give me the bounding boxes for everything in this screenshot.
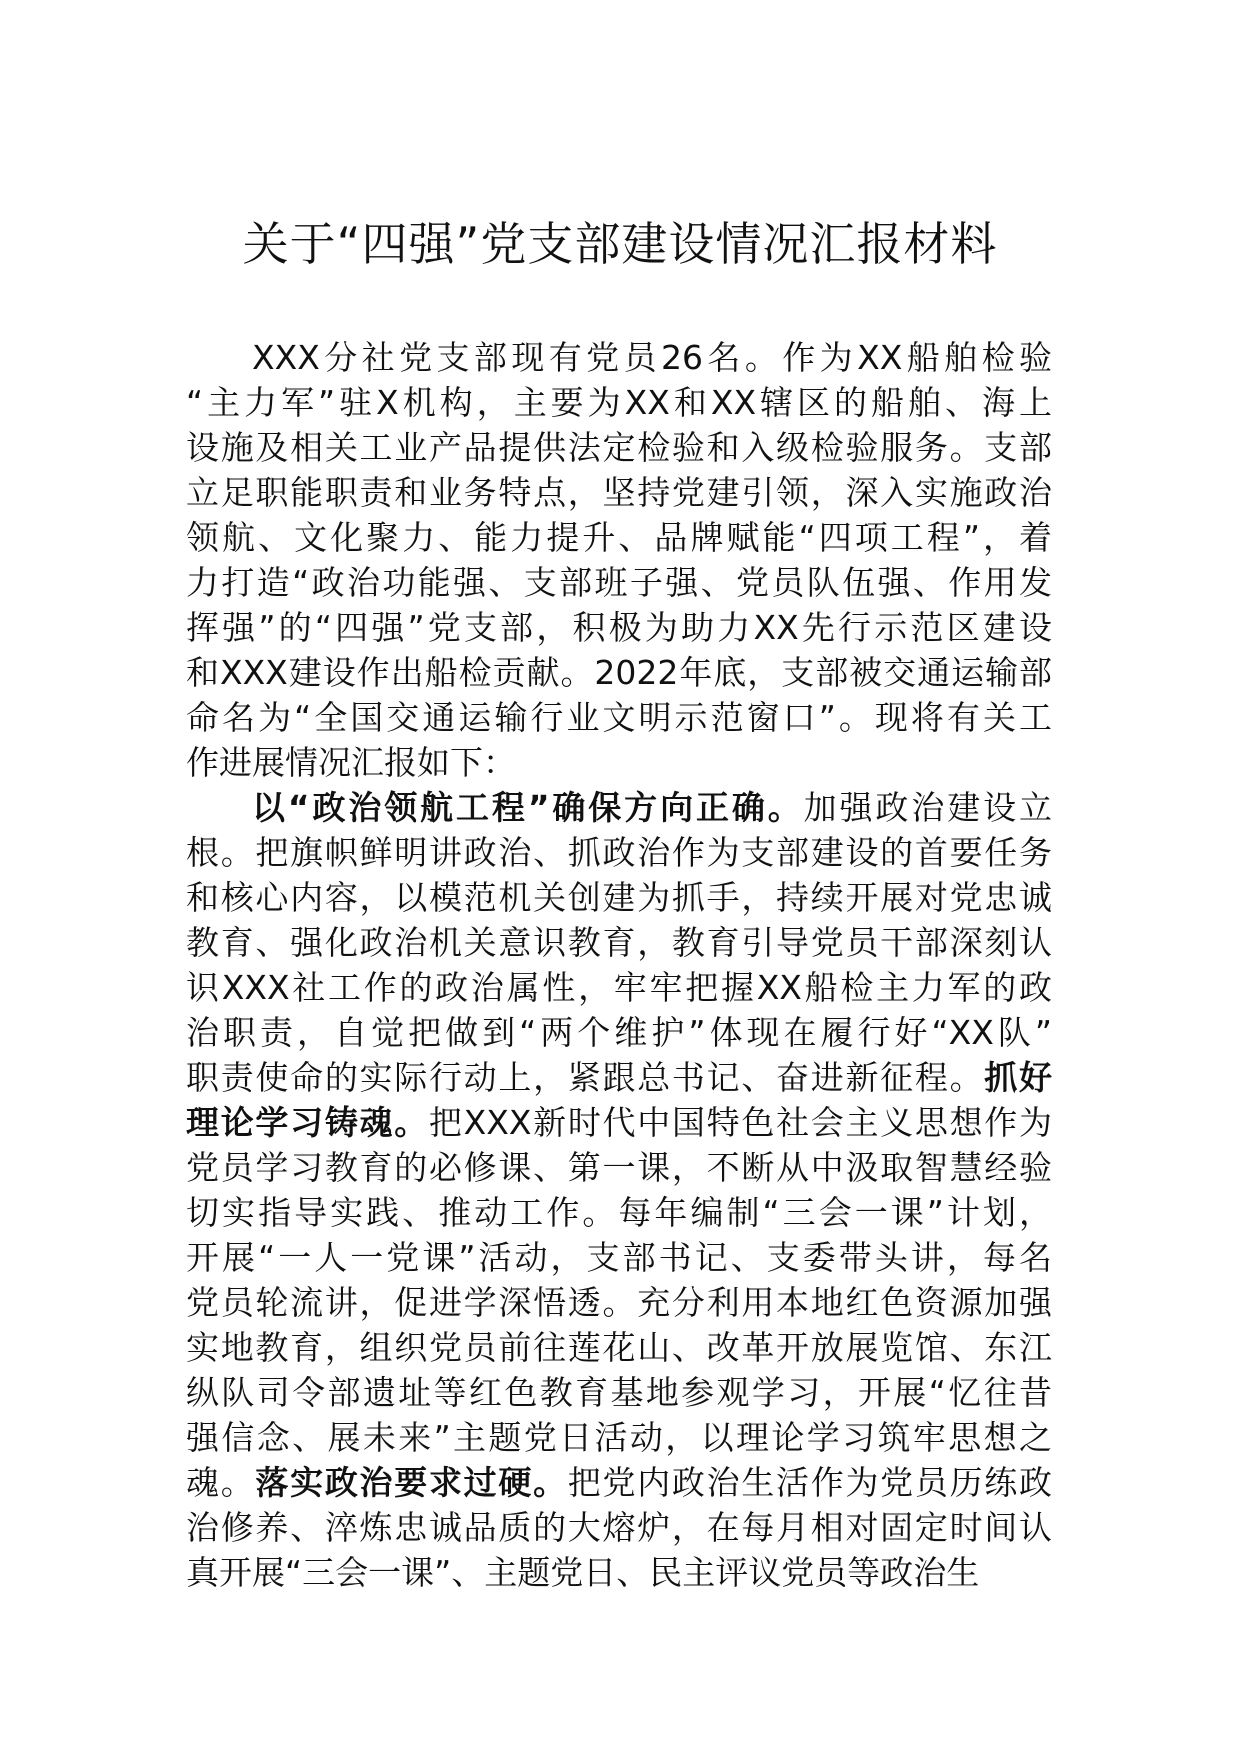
bold-heading-text: 理论学习铸魂。 [186, 1103, 429, 1142]
body-text-segment: 设施及相关工业产品提供法定检验和入级检验服务。支部 [186, 428, 1052, 467]
body-text-segment: 作进展情况汇报如下： [186, 743, 516, 782]
body-text-segment: XXX分社党支部现有党员26名。作为XX船舶检验 [252, 338, 1052, 377]
text-line [186, 1190, 1052, 1235]
body-text-segment: 纵队司令部遗址等红色教育基地参观学习，开展“忆往昔 [186, 1373, 1052, 1412]
body-text-segment: 实地教育，组织党员前往莲花山、改革开放展览馆、东江 [186, 1328, 1052, 1367]
text-line [186, 650, 1052, 695]
body-text-segment: 切实指导实践、推动工作。每年编制“三会一课”计划， [186, 1193, 1052, 1232]
body-text-segment: 党员轮流讲，促进学深悟透。充分利用本地红色资源加强 [186, 1283, 1052, 1322]
bold-heading-text: 落实政治要求过硬。 [255, 1463, 568, 1502]
text-line [186, 1100, 1052, 1145]
body-text-segment: 和XXX建设作出船检贡献。2022年底，支部被交通运输部 [186, 653, 1052, 692]
text-line [186, 1055, 1052, 1100]
text-line [186, 830, 1052, 875]
body-text-segment: 真开展“三会一课”、主题党日、民主评议党员等政治生 [186, 1553, 980, 1592]
text-line [186, 1550, 1052, 1595]
text-line [186, 335, 1052, 380]
bold-heading-text: 以“政治领航工程”确保方向正确。 [252, 788, 804, 827]
paragraph-2 [186, 785, 1052, 1595]
body-text-segment: 加强政治建设立 [803, 788, 1052, 827]
text-line [186, 1415, 1052, 1460]
document-title: 关于“四强”党支部建设情况汇报材料 [242, 217, 998, 271]
body-text-segment: 党员学习教育的必修课、第一课，不断从中汲取智慧经验 [186, 1148, 1052, 1187]
text-line [186, 695, 1052, 740]
body-text-segment: 强信念、展未来”主题党日活动，以理论学习筑牢思想之 [186, 1418, 1052, 1457]
text-line [186, 920, 1052, 965]
body-text-segment: 领航、文化聚力、能力提升、品牌赋能“四项工程”，着 [186, 518, 1052, 557]
body-text-segment: “主力军”驻X机构，主要为XX和XX辖区的船舶、海上 [186, 383, 1052, 422]
body-text-segment: 治修养、淬炼忠诚品质的大熔炉，在每月相对固定时间认 [186, 1508, 1052, 1547]
text-line [186, 380, 1052, 425]
text-line [186, 605, 1052, 650]
body-text-segment: 治职责，自觉把做到“两个维护”体现在履行好“XX队” [186, 1013, 1052, 1052]
text-line [186, 425, 1052, 470]
body-text-segment: 把XXX新时代中国特色社会主义思想作为 [428, 1103, 1052, 1142]
text-line [186, 1145, 1052, 1190]
text-line [186, 1280, 1052, 1325]
body-text-segment: 根。把旗帜鲜明讲政治、抓政治作为支部建设的首要任务 [186, 833, 1052, 872]
text-line [186, 1010, 1052, 1055]
text-line [186, 560, 1052, 605]
body-text-segment: 魂。 [186, 1463, 256, 1502]
bold-heading-text: 抓好 [984, 1058, 1053, 1097]
text-line [186, 875, 1052, 920]
text-line [186, 1325, 1052, 1370]
text-line [186, 1460, 1052, 1505]
body-text-segment: 立足职能职责和业务特点，坚持党建引领，深入实施政治 [186, 473, 1052, 512]
body-text-segment: 命名为“全国交通运输行业文明示范窗口”。现将有关工 [186, 698, 1052, 737]
body-text-segment: 识XXX社工作的政治属性，牢牢把握XX船检主力军的政 [186, 968, 1052, 1007]
text-line [186, 470, 1052, 515]
body-text-segment: 职责使命的实际行动上，紧跟总书记、奋进新征程。 [186, 1058, 985, 1097]
document-body [186, 335, 1052, 1595]
body-text-segment: 和核心内容，以模范机关创建为抓手，持续开展对党忠诚 [186, 878, 1052, 917]
text-line [186, 1370, 1052, 1415]
text-line [186, 740, 1052, 785]
body-text-segment: 把党内政治生活作为党员历练政 [567, 1463, 1053, 1502]
text-line [186, 1235, 1052, 1280]
text-line [186, 515, 1052, 560]
body-text-segment: 教育、强化政治机关意识教育，教育引导党员干部深刻认 [186, 923, 1052, 962]
text-line [186, 785, 1052, 830]
text-line [186, 1505, 1052, 1550]
body-text-segment: 开展“一人一党课”活动，支部书记、支委带头讲，每名 [186, 1238, 1052, 1277]
body-text-segment: 挥强”的“四强”党支部，积极为助力XX先行示范区建设 [186, 608, 1052, 647]
body-text-segment: 力打造“政治功能强、支部班子强、党员队伍强、作用发 [186, 563, 1052, 602]
text-line [186, 965, 1052, 1010]
paragraph-1 [186, 335, 1052, 785]
